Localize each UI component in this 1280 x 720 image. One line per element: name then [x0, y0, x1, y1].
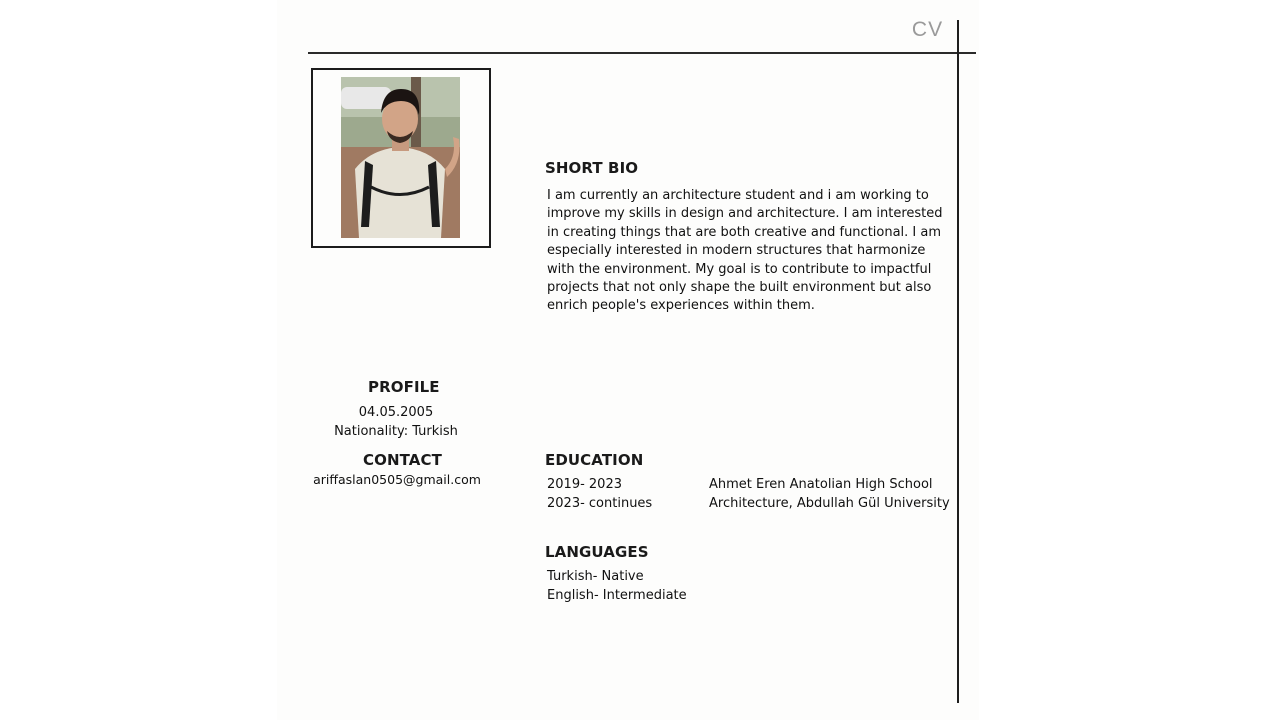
- contact-heading: CONTACT: [363, 451, 442, 469]
- languages-heading: LANGUAGES: [545, 543, 649, 561]
- short-bio-heading: SHORT BIO: [545, 159, 639, 177]
- education-school: Ahmet Eren Anatolian High School: [709, 477, 933, 492]
- profile-heading: PROFILE: [368, 378, 440, 396]
- header-divider: [308, 52, 976, 54]
- contact-email[interactable]: ariffaslan0505@gmail.com: [313, 472, 481, 487]
- portrait-illustration: [341, 77, 460, 238]
- nationality: Nationality: Turkish: [334, 424, 458, 439]
- profile-photo: [341, 77, 460, 238]
- education-period: 2019- 2023: [547, 477, 622, 492]
- short-bio-text: I am currently an architecture student and i am working to improve my skills in design and architecture. I am interested in creating things that are both creative and functional. I am especially interested in modern structures that harmonize with the environment. My goal is to contribute to impactful projects that not only shape the built environment but also enrich people's experiences within them.: [547, 188, 943, 314]
- cv-label: CV: [911, 18, 944, 41]
- vertical-divider: [957, 20, 959, 703]
- education-school: Architecture, Abdullah Gül University: [709, 496, 950, 511]
- education-period: 2023- continues: [547, 496, 653, 511]
- education-heading: EDUCATION: [545, 451, 644, 469]
- language-item: Turkish- Native: [547, 569, 644, 584]
- profile-photo-frame: [311, 68, 491, 248]
- language-item: English- Intermediate: [547, 588, 687, 603]
- birthdate: 04.05.2005: [358, 405, 434, 420]
